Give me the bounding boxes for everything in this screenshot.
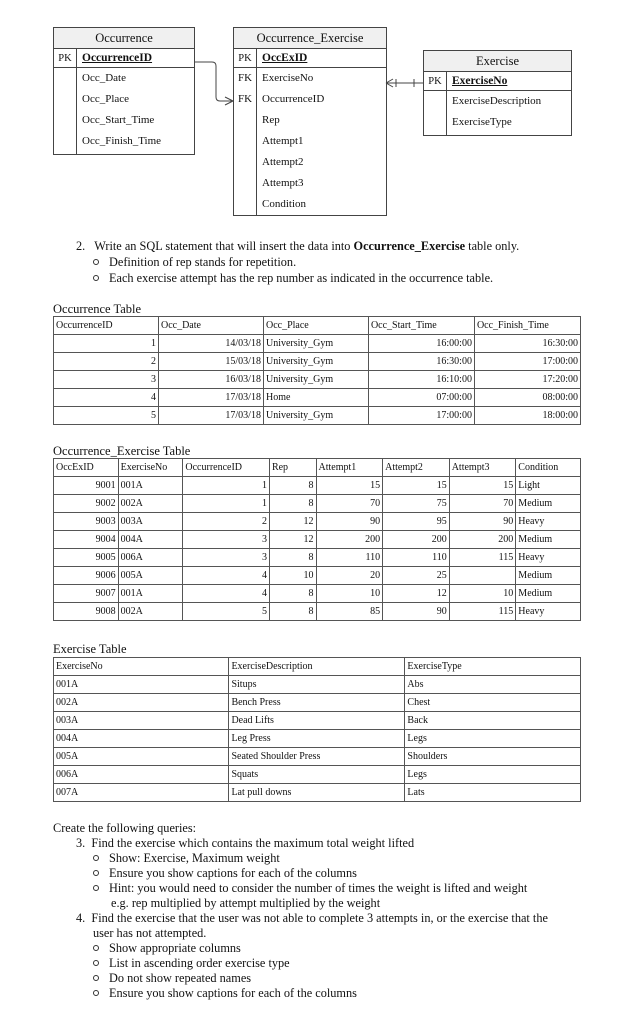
fk-label: FK	[237, 93, 253, 105]
table-cell: Chest	[405, 694, 581, 712]
table-row	[54, 513, 581, 531]
occurrence-table	[53, 316, 581, 425]
table-cell: 10	[316, 585, 383, 603]
table-cell: 90	[383, 603, 450, 621]
bullet-item: Show appropriate columns	[93, 941, 241, 956]
table-title: Occurrence_Exercise Table	[53, 444, 191, 458]
question-number: 4.	[76, 911, 86, 925]
table-cell: 005A	[118, 567, 183, 585]
table-cell: 001A	[118, 477, 183, 495]
bullet-item: Do not show repeated names	[93, 971, 251, 986]
table-cell: 10	[449, 585, 516, 603]
field: Rep	[262, 114, 280, 126]
table-cell: 003A	[118, 513, 183, 531]
bullet-item: Each exercise attempt has the rep number as indicated in the occurrence table.	[93, 271, 493, 286]
table-row	[54, 353, 581, 371]
field: Occ_Place	[82, 93, 130, 105]
table-cell: 006A	[54, 766, 229, 784]
table-cell: 115	[449, 549, 516, 567]
table-cell: 4	[183, 567, 270, 585]
table-row	[54, 549, 581, 567]
table-cell: 15	[383, 477, 450, 495]
table-cell: 3	[183, 549, 270, 567]
table-cell: 17:00:00	[474, 353, 580, 371]
table-cell: 18:00:00	[474, 407, 580, 425]
table-title: Exercise Table	[53, 642, 127, 656]
table-cell: Legs	[405, 766, 581, 784]
table-cell: 004A	[118, 531, 183, 549]
entity-title: Exercise	[424, 51, 571, 72]
entity-title: Occurrence_Exercise	[234, 28, 386, 49]
table-cell: 001A	[54, 676, 229, 694]
bullet-continuation: e.g. rep multiplied by attempt multiplied by the weight	[111, 896, 381, 910]
table-cell: 5	[54, 407, 159, 425]
table-cell: Shoulders	[405, 748, 581, 766]
field: Attempt3	[262, 177, 304, 189]
table-row	[54, 389, 581, 407]
table-cell: 85	[316, 603, 383, 621]
table-cell: 002A	[54, 694, 229, 712]
table-cell: Medium	[516, 531, 581, 549]
table-cell: 9001	[54, 477, 119, 495]
column-header: Attempt1	[316, 459, 383, 477]
table-cell: 14/03/18	[158, 335, 263, 353]
table-cell: 17:00:00	[368, 407, 474, 425]
column-header: Occ_Place	[263, 317, 368, 335]
field: Attempt1	[262, 135, 304, 147]
column-header: Rep	[269, 459, 316, 477]
table-cell: University_Gym	[263, 371, 368, 389]
table-cell: Abs	[405, 676, 581, 694]
field: Occ_Finish_Time	[82, 135, 162, 147]
table-cell: 9008	[54, 603, 119, 621]
table-cell: 005A	[54, 748, 229, 766]
table-cell: Heavy	[516, 513, 581, 531]
table-cell: 75	[383, 495, 450, 513]
field: Occ_Start_Time	[82, 114, 155, 126]
table-cell: Heavy	[516, 549, 581, 567]
fk-label: FK	[237, 72, 253, 84]
table-cell: 16:30:00	[368, 353, 474, 371]
table-cell: 5	[183, 603, 270, 621]
table-cell: 200	[449, 531, 516, 549]
question-number: 2.	[76, 239, 86, 253]
relationship-lines	[0, 0, 641, 240]
table-cell: 16:10:00	[368, 371, 474, 389]
table-cell: 004A	[54, 730, 229, 748]
primary-key-field: OccurrenceID	[82, 52, 153, 64]
table-row	[54, 495, 581, 513]
table-cell: 006A	[118, 549, 183, 567]
column-header: Attempt2	[383, 459, 450, 477]
table-cell: 9002	[54, 495, 119, 513]
table-cell: Lats	[405, 784, 581, 802]
table-title: Occurrence Table	[53, 302, 142, 316]
table-cell: Bench Press	[229, 694, 405, 712]
table-cell: 1	[183, 477, 270, 495]
table-cell: Medium	[516, 567, 581, 585]
column-header: ExerciseType	[405, 658, 581, 676]
table-cell: 2	[183, 513, 270, 531]
table-cell: 10	[269, 567, 316, 585]
table-cell: 115	[449, 603, 516, 621]
column-header: Attempt3	[449, 459, 516, 477]
table-cell: 9006	[54, 567, 119, 585]
table-cell: University_Gym	[263, 335, 368, 353]
question-3: 3. Find the exercise which contains the maximum total weight lifted	[76, 836, 415, 850]
column-header: OccurrenceID	[183, 459, 270, 477]
table-cell: 200	[316, 531, 383, 549]
table-cell: 8	[269, 549, 316, 567]
table-cell: 1	[183, 495, 270, 513]
table-cell: Situps	[229, 676, 405, 694]
table-cell: Medium	[516, 585, 581, 603]
table-row	[54, 585, 581, 603]
bullet-item: Ensure you show captions for each of the columns	[93, 986, 357, 1001]
question-4: 4. Find the exercise that the user was not able to complete 3 attempts in, or the exercise that the	[76, 911, 548, 925]
queries-intro: Create the following queries:	[53, 821, 197, 835]
question-number: 3.	[76, 836, 86, 850]
table-cell: 95	[383, 513, 450, 531]
table-cell: 8	[269, 495, 316, 513]
table-cell: Legs	[405, 730, 581, 748]
table-cell	[449, 567, 516, 585]
table-cell: Light	[516, 477, 581, 495]
table-row	[54, 784, 581, 802]
table-cell: 08:00:00	[474, 389, 580, 407]
table-cell: 15	[449, 477, 516, 495]
table-row	[54, 694, 581, 712]
primary-key-field: ExerciseNo	[452, 75, 508, 87]
table-cell: 25	[383, 567, 450, 585]
table-cell: Back	[405, 712, 581, 730]
table-cell: 110	[383, 549, 450, 567]
table-cell: 20	[316, 567, 383, 585]
pk-label: PK	[54, 49, 77, 67]
table-cell: 16:00:00	[368, 335, 474, 353]
table-cell: 9004	[54, 531, 119, 549]
question-4-line2: user has not attempted.	[93, 926, 207, 940]
table-header-row	[54, 459, 581, 477]
table-cell: Seated Shoulder Press	[229, 748, 405, 766]
table-cell: 16/03/18	[158, 371, 263, 389]
table-cell: 15	[316, 477, 383, 495]
table-cell: 12	[383, 585, 450, 603]
table-cell: 12	[269, 513, 316, 531]
table-cell: Medium	[516, 495, 581, 513]
table-header-row	[54, 317, 581, 335]
table-row	[54, 567, 581, 585]
table-cell: 8	[269, 477, 316, 495]
table-cell: 3	[183, 531, 270, 549]
table-row	[54, 335, 581, 353]
table-cell: 9007	[54, 585, 119, 603]
table-cell: Home	[263, 389, 368, 407]
table-cell: University_Gym	[263, 407, 368, 425]
table-cell: 200	[383, 531, 450, 549]
table-cell: Heavy	[516, 603, 581, 621]
table-row	[54, 603, 581, 621]
field: Occ_Date	[82, 72, 126, 84]
table-cell: 90	[316, 513, 383, 531]
table-cell: 17/03/18	[158, 389, 263, 407]
table-cell: 9005	[54, 549, 119, 567]
column-header: ExerciseNo	[118, 459, 183, 477]
bullet-item: Definition of rep stands for repetition.	[93, 255, 296, 270]
primary-key-field: OccExID	[262, 52, 308, 64]
table-row	[54, 407, 581, 425]
table-cell: 17/03/18	[158, 407, 263, 425]
table-cell: Leg Press	[229, 730, 405, 748]
table-cell: 8	[269, 603, 316, 621]
table-cell: 17:20:00	[474, 371, 580, 389]
table-cell: 8	[269, 585, 316, 603]
column-header: OccExID	[54, 459, 119, 477]
table-cell: 002A	[118, 603, 183, 621]
exercise-table	[53, 657, 581, 802]
table-cell: 3	[54, 371, 159, 389]
bullet-item: Show: Exercise, Maximum weight	[93, 851, 280, 866]
table-cell: 002A	[118, 495, 183, 513]
field: OccurrenceID	[262, 93, 325, 105]
occurrence-exercise-table	[53, 458, 581, 621]
table-cell: 4	[54, 389, 159, 407]
entity-title: Occurrence	[54, 28, 194, 49]
bullet-item: List in ascending order exercise type	[93, 956, 290, 971]
table-row	[54, 477, 581, 495]
column-header: Condition	[516, 459, 581, 477]
table-cell: 90	[449, 513, 516, 531]
table-cell: 07:00:00	[368, 389, 474, 407]
table-row	[54, 712, 581, 730]
bullet-item: Ensure you show captions for each of the columns	[93, 866, 357, 881]
table-cell: 12	[269, 531, 316, 549]
field: Attempt2	[262, 156, 304, 168]
field: ExerciseType	[452, 116, 512, 128]
table-row	[54, 766, 581, 784]
pk-label: PK	[424, 72, 447, 90]
table-row	[54, 676, 581, 694]
table-cell: Squats	[229, 766, 405, 784]
column-header: Occ_Start_Time	[368, 317, 474, 335]
table-cell: Dead Lifts	[229, 712, 405, 730]
column-header: ExerciseDescription	[229, 658, 405, 676]
table-cell: 16:30:00	[474, 335, 580, 353]
pk-label: PK	[234, 49, 257, 67]
table-row	[54, 730, 581, 748]
field: ExerciseNo	[262, 72, 314, 84]
table-cell: 007A	[54, 784, 229, 802]
table-cell: 70	[316, 495, 383, 513]
relationship-occurrence	[194, 62, 233, 101]
table-cell: 15/03/18	[158, 353, 263, 371]
table-cell: 70	[449, 495, 516, 513]
table-cell: 2	[54, 353, 159, 371]
column-header: Occ_Date	[158, 317, 263, 335]
table-cell: 003A	[54, 712, 229, 730]
table-row	[54, 371, 581, 389]
table-cell: 9003	[54, 513, 119, 531]
table-header-row	[54, 658, 581, 676]
bullet-item: Hint: you would need to consider the number of times the weight is lifted and weight	[93, 881, 527, 896]
column-header: OccurrenceID	[54, 317, 159, 335]
question-2: 2. Write an SQL statement that will insert the data into Occurrence_Exercise table only.	[76, 239, 520, 253]
table-cell: 001A	[118, 585, 183, 603]
table-cell: Lat pull downs	[229, 784, 405, 802]
table-cell: 110	[316, 549, 383, 567]
field: ExerciseDescription	[452, 95, 542, 107]
table-cell: 4	[183, 585, 270, 603]
field: Condition	[262, 198, 307, 210]
table-cell: 1	[54, 335, 159, 353]
table-cell: University_Gym	[263, 353, 368, 371]
column-header: Occ_Finish_Time	[474, 317, 580, 335]
column-header: ExerciseNo	[54, 658, 229, 676]
table-row	[54, 531, 581, 549]
table-row	[54, 748, 581, 766]
